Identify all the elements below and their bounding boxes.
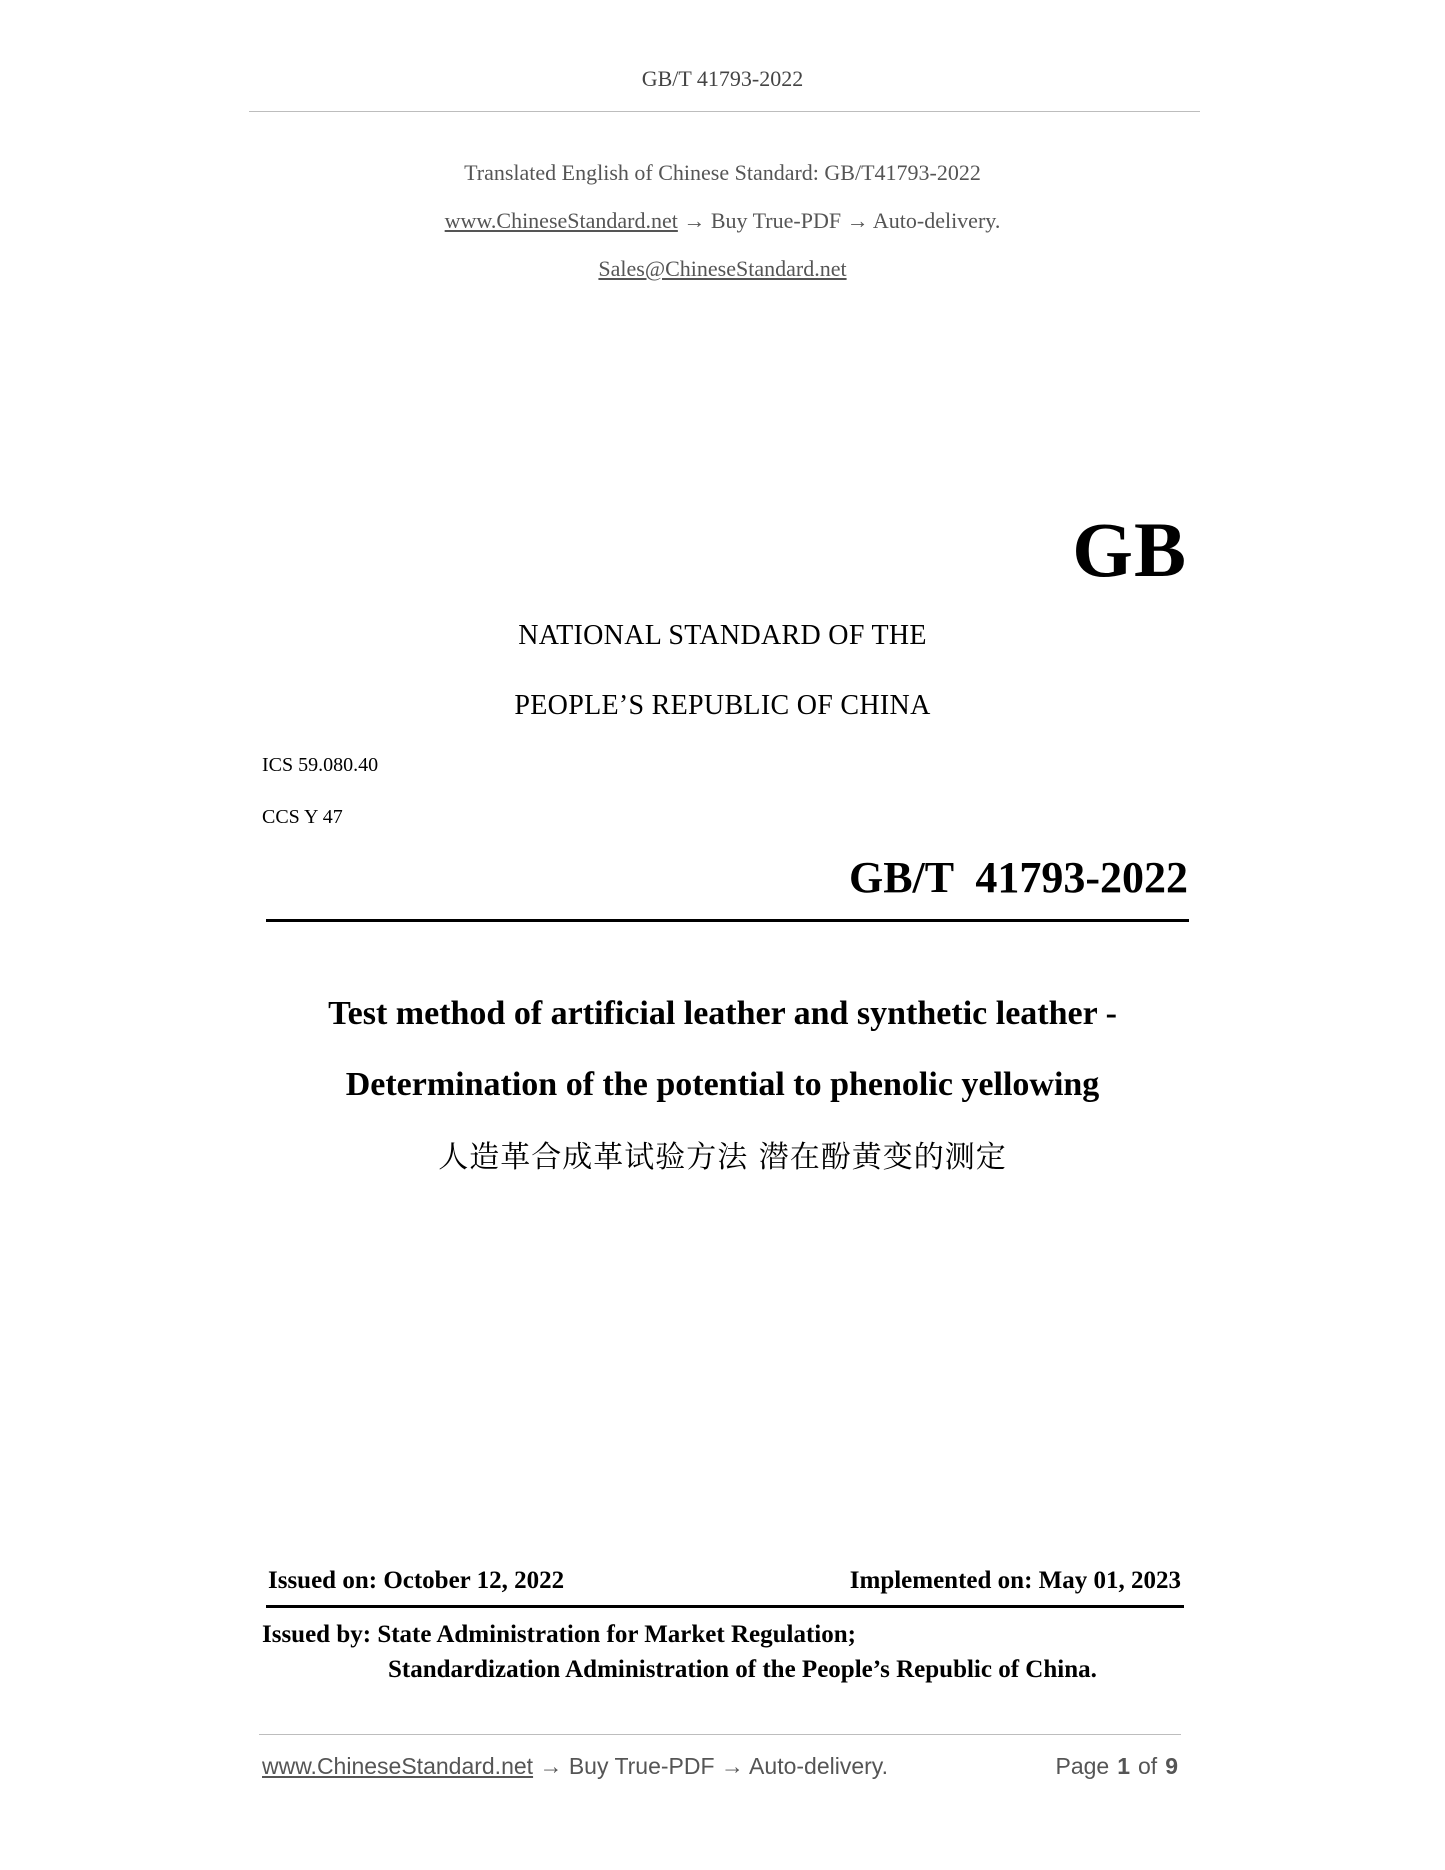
issue-date-rule xyxy=(266,1605,1184,1608)
issued-by-line1: Issued by: State Administration for Market Regulation; xyxy=(262,1621,856,1648)
page-total: 9 xyxy=(1165,1753,1178,1779)
footer-divider xyxy=(259,1734,1181,1735)
email-line xyxy=(0,256,1445,282)
title-line1: Test method of artificial leather and synthetic leather - xyxy=(328,995,1117,1032)
page-current: 1 xyxy=(1117,1753,1131,1779)
ccs-code: CCS Y 47 xyxy=(262,806,343,828)
footer-promo xyxy=(262,1753,888,1780)
translation-notice: Translated English of Chinese Standard: GB/T41793-2022 xyxy=(464,160,981,185)
title-line2: Determination of the potential to phenolic yellowing xyxy=(345,1066,1100,1103)
footer-site-link[interactable]: www.ChineseStandard.net xyxy=(262,1753,534,1779)
site-link[interactable]: www.ChineseStandard.net xyxy=(444,208,678,233)
national-standard-line2: PEOPLE’S REPUBLIC OF CHINA xyxy=(514,690,931,721)
gb-mark: GB xyxy=(1072,506,1187,593)
ics-code: ICS 59.080.40 xyxy=(262,754,379,776)
issued-on-date: Issued on: October 12, 2022 xyxy=(268,1567,565,1594)
page-label: Page xyxy=(1055,1753,1110,1779)
promo-line xyxy=(0,208,1445,234)
footer-promo-text: → Buy True-PDF → Auto-delivery. xyxy=(533,1753,888,1779)
page-of: of xyxy=(1138,1753,1158,1779)
running-header: GB/T 41793-2022 xyxy=(641,66,804,91)
page-indicator xyxy=(1056,1753,1179,1780)
issued-by-line2: Standardization Administration of the People’s Republic of China. xyxy=(388,1656,1097,1683)
standard-code-rule xyxy=(266,919,1189,922)
header-divider xyxy=(249,111,1200,112)
title-chinese: 人造革合成革试验方法 潜在酚黄变的测定 xyxy=(438,1140,1007,1175)
promo-text: → Buy True-PDF → Auto-delivery. xyxy=(677,208,1001,233)
sales-email-link[interactable]: Sales@ChineseStandard.net xyxy=(598,256,847,281)
national-standard-line1: NATIONAL STANDARD OF THE xyxy=(518,620,927,651)
implemented-on-date: Implemented on: May 01, 2023 xyxy=(849,1567,1181,1594)
standard-code: GB/T 41793-2022 xyxy=(848,853,1188,902)
